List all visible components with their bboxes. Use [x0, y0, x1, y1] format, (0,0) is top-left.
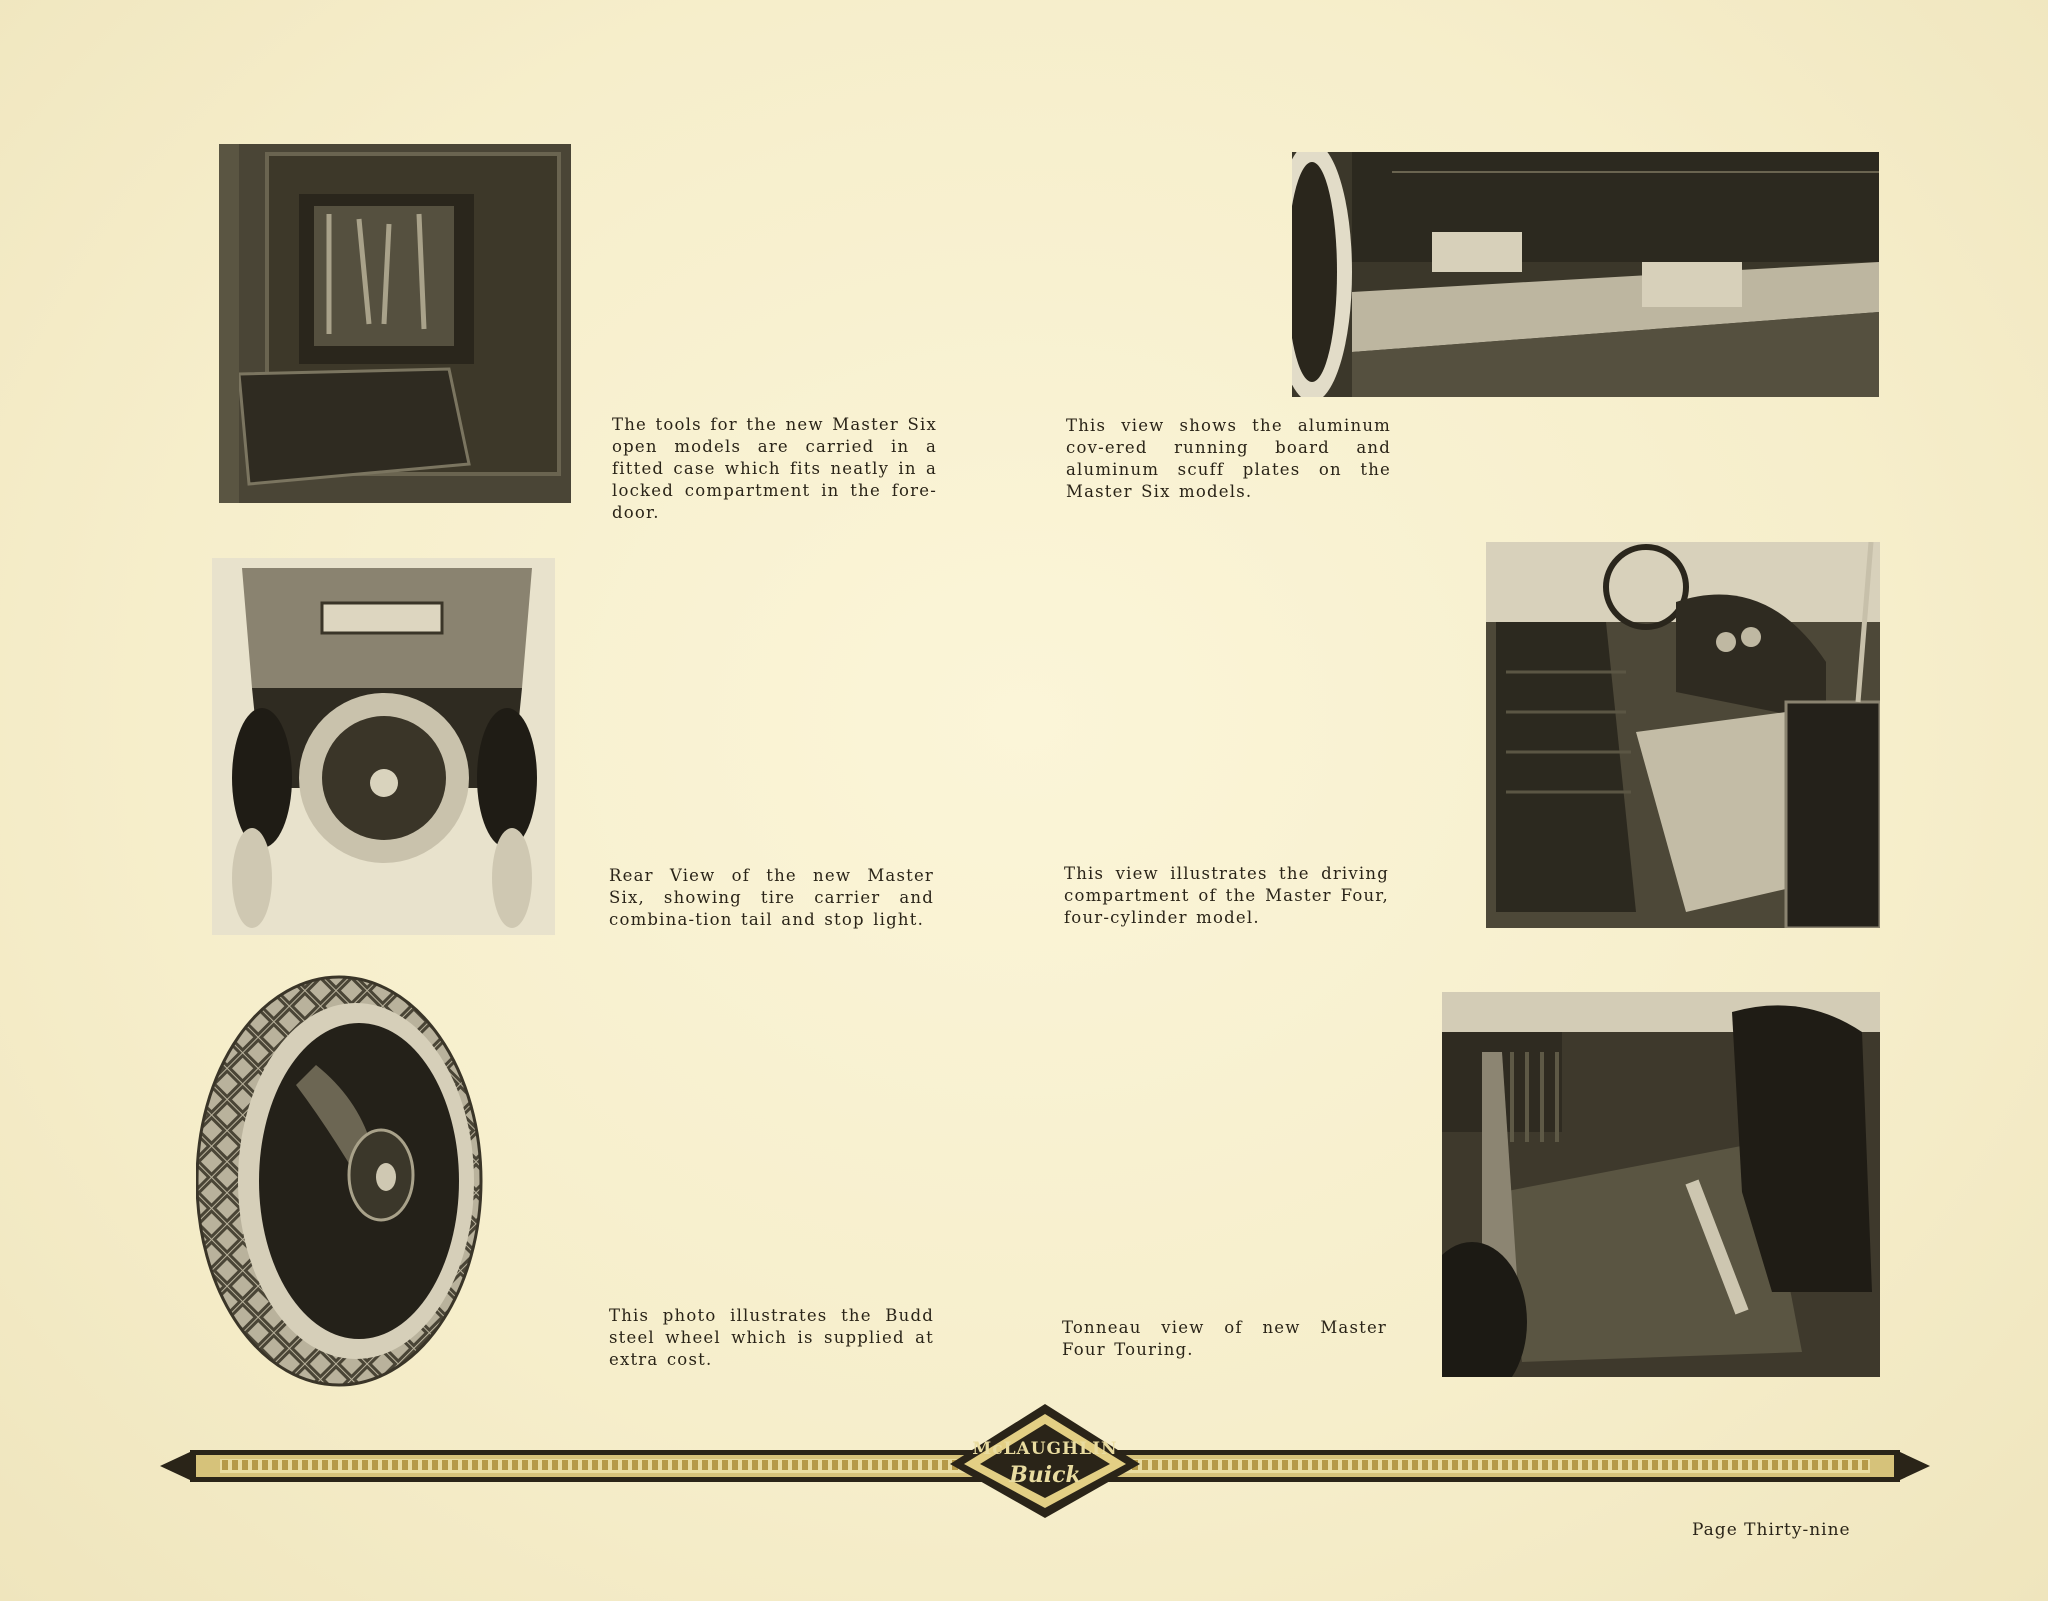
caption-tools: The tools for the new Master Six open models are carried in a fitted case which fits neatly in a locked compartment in the fore-door. [612, 415, 937, 522]
tonneau-photo [1442, 992, 1880, 1377]
logo-top-text: McLAUGHLIN [972, 1439, 1118, 1459]
caption-tonneau: Tonneau view of new Master Four Touring. [1062, 1318, 1387, 1359]
tool-compartment-photo [219, 144, 571, 503]
rear-view-photo [212, 558, 555, 935]
caption-running-board: This view shows the aluminum cov-ered running board and aluminum scuff plates on the Master Six models. [1066, 416, 1391, 501]
driving-compartment-photo [1486, 542, 1880, 928]
budd-wheel-photo [196, 975, 483, 1387]
footer-ornament-band [160, 1402, 1930, 1520]
running-board-photo [1292, 152, 1879, 397]
page-number: Page Thirty-nine [1692, 1520, 1851, 1540]
logo-script-text: Buick [1009, 1462, 1081, 1488]
logo-diamond [950, 1404, 1140, 1518]
caption-driving-compartment: This view illustrates the driving compartment of the Master Four, four-cylinder model. [1064, 864, 1389, 927]
caption-rear-view: Rear View of the new Master Six, showing tire carrier and combina-tion tail and stop light. [609, 866, 934, 929]
caption-budd-wheel: This photo illustrates the Budd steel wheel which is supplied at extra cost. [609, 1306, 934, 1369]
